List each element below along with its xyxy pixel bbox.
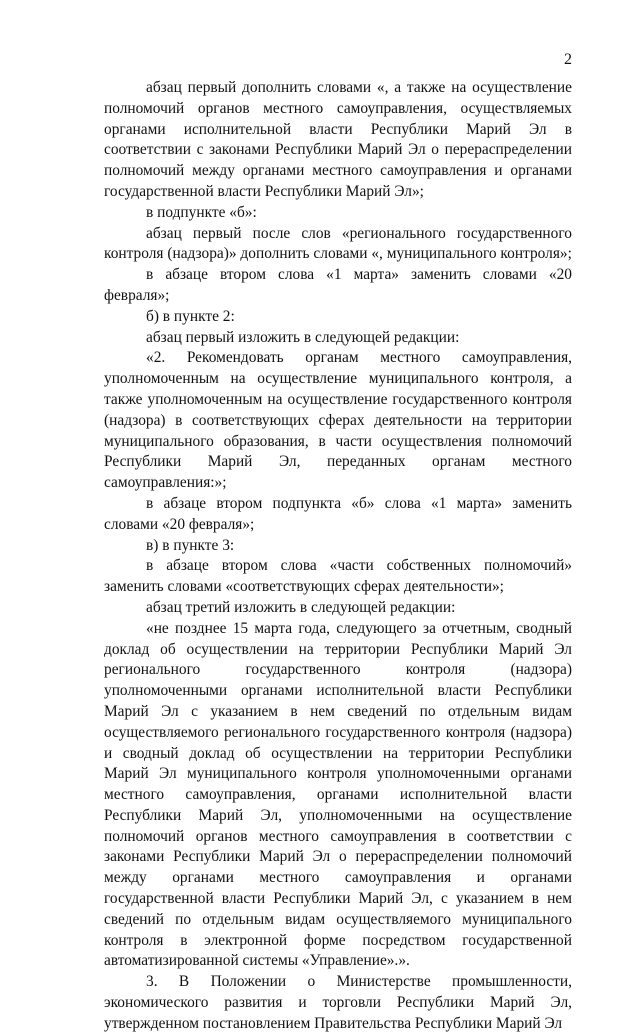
paragraph-replace-phrase: в абзаце втором слова «части собственных полномочий» заменить словами «соответствующих сферах деятельности»; [104, 557, 572, 596]
document-body [104, 78, 572, 1035]
paragraph-amend-first: абзац первый дополнить словами «, а также на осуществление полномочий органов местного самоуправления, осуществляемых органами исполнительной власти Республики Марий Эл в соответствии с законами Республики Марий Эл о перераспределении полномочий между органами местного самоуправления и органами государственной власти Республики Марий Эл»; [104, 79, 572, 200]
paragraph-new-wording: абзац первый изложить в следующей редакции: [146, 328, 460, 346]
paragraph-date-replace: в абзаце втором слова «1 марта» заменить словами «20 февраля»; [104, 266, 572, 304]
paragraph-item-2: б) в пункте 2: [146, 307, 235, 325]
paragraph-subitem-b: в подпункте «б»: [146, 203, 257, 221]
paragraph-date-replace-b: в абзаце втором подпункта «б» слова «1 марта» заменить словами «20 февраля»; [104, 494, 572, 533]
paragraph-ministry-regulation: 3. В Положении о Министерстве промышленности, экономического развития и торговли Республики Марий Эл, утвержденном постановлением Правительства Республики Марий Эл [104, 973, 572, 1032]
paragraph-summary-report: «не позднее 15 марта года, следующего за отчетным, сводный доклад об осуществлении на территории Республики Марий Эл регионального государственного контроля (надзора) уполномоченными органами исполнительной власти Республики Марий Эл с указанием в нем сведений по отдельным видам осуществляемого регионального государственного контроля (надзора) и сводный доклад об осуществлении на территории Республики Марий Эл муниципального контроля уполномоченными органами местного самоуправления, органами исполнительной власти Республики Марий Эл, уполномоченными на осуществление полномочий органов местного самоуправления в соответствии с законами Республики Марий Эл о перераспределении полномочий между органами местного самоуправления и органами государственной власти Республики Марий Эл, с указанием в нем сведений по отдельным видам осуществляемого муниципального контроля в электронной форме посредством государственной автоматизированной системы «Управление».». [104, 619, 572, 970]
page-number: 2 [564, 51, 572, 68]
paragraph-third-wording: абзац третий изложить в следующей редакции: [146, 598, 456, 616]
paragraph-regional-control: абзац первый после слов «регионального государственного контроля (надзора)» дополнить словами «, муниципального контроля»; [104, 224, 572, 263]
paragraph-recommend: «2. Рекомендовать органам местного самоуправления, уполномоченным на осуществление муниципального контроля, а также уполномоченным на осуществление государственного контроля (надзора) в соответствующих сферах деятельности на территории муниципального образования, в части осуществления полномочий Республики Марий Эл, переданных органам местного самоуправления:»; [104, 349, 572, 492]
paragraph-item-3: в) в пункте 3: [146, 536, 235, 554]
